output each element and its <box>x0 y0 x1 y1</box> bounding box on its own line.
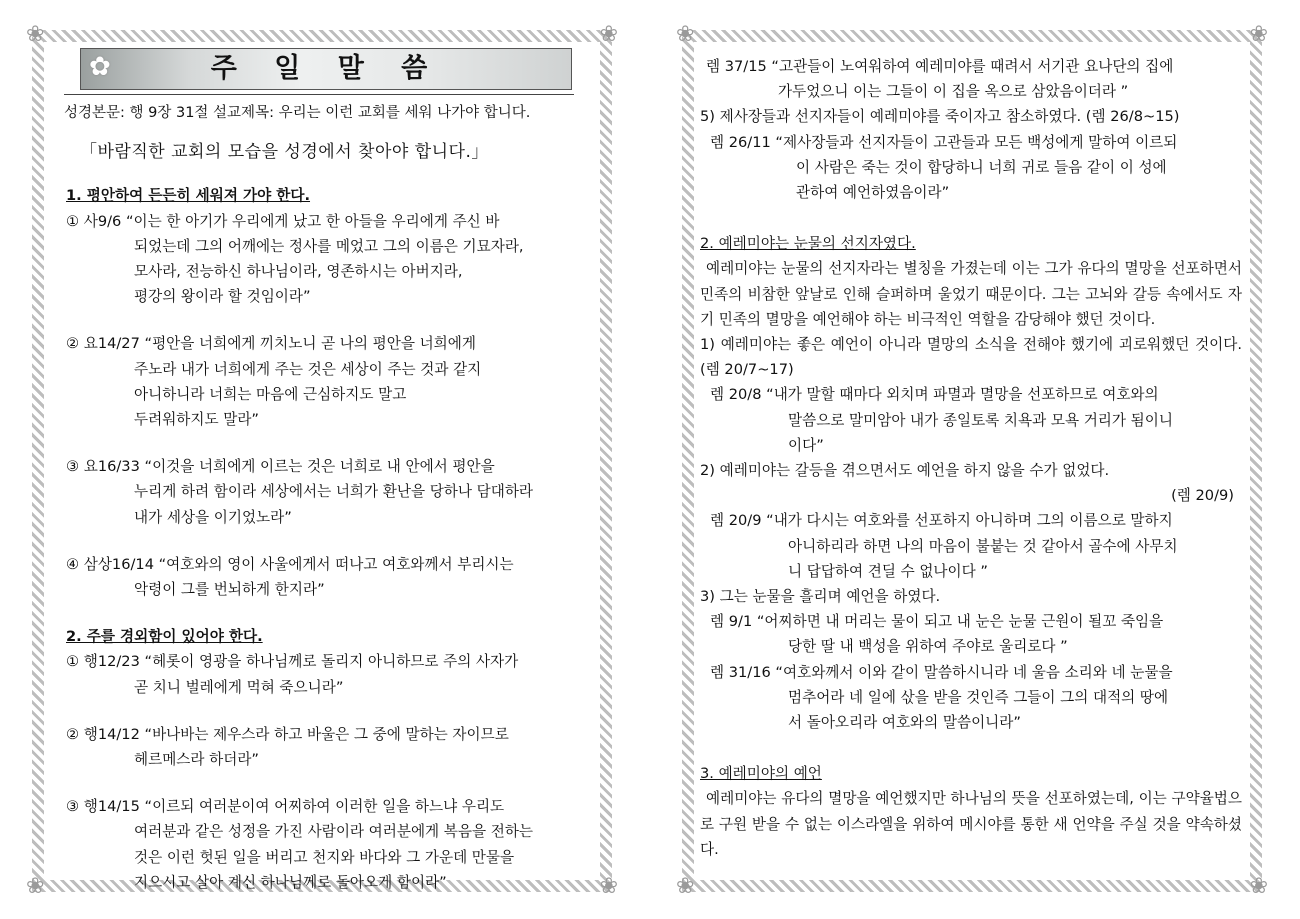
verse-item <box>66 649 594 699</box>
verse-line: 누리게 하려 함이라 세상에서는 너희가 환난을 당하나 담대하라 <box>134 483 534 501</box>
verse-line: 렘 26/11 “제사장들과 선지자들이 고관들과 모든 백성에게 말하여 이르되 <box>710 133 1178 151</box>
verse-line: 말씀으로 말미암아 내가 종일토록 치욕과 모욕 거리가 됨이니 <box>788 411 1173 429</box>
verse-line: 서 돌아오리라 여호와의 말씀이니라” <box>788 714 1021 732</box>
section-heading: 2. 주를 경외함이 있어야 한다. <box>66 628 263 646</box>
verse-line: ① 사9/6 “이는 한 아기가 우리에게 났고 한 아들을 우리에게 주신 바 <box>66 212 500 230</box>
flower-ornament: ❀ <box>676 874 695 899</box>
flower-ornament: ❀ <box>1249 874 1268 899</box>
right-page <box>676 22 1268 899</box>
verse-line: 이다” <box>788 436 824 454</box>
verse-item <box>66 722 594 772</box>
left-page <box>26 22 618 899</box>
verse-line: 곧 치니 벌레에게 먹혀 죽으니라” <box>134 678 344 696</box>
verse-line: 가두었으니 이는 그들이 이 집을 옥으로 삼았음이더라 ” <box>778 83 1129 101</box>
verse-line: 아니하리라 하면 나의 마음이 불붙는 것 같아서 골수에 사무치 <box>788 537 1178 555</box>
verse-line: 주노라 내가 너희에게 주는 것은 세상이 주는 것과 같지 <box>134 360 482 378</box>
verse-line: 것은 이런 헛된 일을 버리고 천지와 바다와 그 가운데 만물을 <box>134 848 515 866</box>
verse-line: 렘 9/1 “어찌하면 내 머리는 물이 되고 내 눈은 눈물 근원이 될꼬 죽임을 <box>710 613 1164 631</box>
page-title: 주 일 말 씀 <box>210 53 442 85</box>
verse-line: 렘 20/8 “내가 말할 때마다 외치며 파멸과 멸망을 선포하므로 여호와의 <box>710 386 1159 404</box>
verse-line: ③ 요16/33 “이것을 너희에게 이르는 것은 너희로 내 안에서 평안을 <box>66 458 495 476</box>
verse-item <box>66 454 594 530</box>
sermon-info: 성경본문: 행 9장 31절 설교제목: 우리는 이런 교회를 세워 나가야 합니다. <box>64 105 531 121</box>
verse-line: 두려워하지도 말라” <box>134 411 259 429</box>
daisy-icon: ✿ <box>89 52 111 82</box>
verse-line: 지으시고 살아 계신 하나님께로 돌아오게 함이라” <box>134 873 447 891</box>
verse-line: 렘 37/15 “고관들이 노여워하여 예레미야를 때려서 서기관 요나단의 집에 <box>706 58 1174 75</box>
sub-point: 2) 예레미야는 갈등을 겪으면서도 예언을 하지 않을 수가 없었다. <box>700 462 1110 480</box>
section-heading: 1. 평안하여 든든히 세워져 가야 한다. <box>66 187 311 205</box>
paragraph: 예레미야는 눈물의 선지자라는 별칭을 가졌는데 이는 그가 유다의 멸망을 선포하면서 민족의 비참한 앞날로 인해 슬퍼하며 울었기 때문이다. 그는 고뇌와 갈등 속에서도 자기 민족의 멸망을 예언해야 하는 비극적인 역할을 감당해야 했던 것이다. <box>700 260 1242 328</box>
verse-item <box>66 552 594 602</box>
right-content <box>700 54 1242 880</box>
verse-line: 멈추어라 네 일에 삯을 받을 것인즉 그들이 그의 대적의 땅에 <box>788 688 1169 706</box>
divider <box>64 94 574 95</box>
flower-ornament: ❀ <box>26 874 45 899</box>
verse-reference: (렘 20/9) <box>1171 487 1234 505</box>
flower-ornament: ❀ <box>1249 22 1268 47</box>
sub-point: 3) 그는 눈물을 흘리며 예언을 하였다. <box>700 588 941 606</box>
verse-line: ① 행12/23 “헤롯이 영광을 하나님께로 돌리지 아니하므로 주의 사자가 <box>66 653 519 671</box>
verse-line: 렘 31/16 “여호와께서 이와 같이 말씀하시니라 네 울음 소리와 네 눈물을 <box>710 663 1173 681</box>
verse-line: 악령이 그를 번뇌하게 한지라” <box>134 581 325 599</box>
verse-line: 평강의 왕이라 할 것임이라” <box>134 288 311 306</box>
verse-item <box>66 331 594 432</box>
verse-line: 되었는데 그의 어깨에는 정사를 메었고 그의 이름은 기묘자라, <box>134 237 524 255</box>
title-banner <box>80 48 572 90</box>
verse-line: 내가 세상을 이기었노라” <box>134 508 292 526</box>
verse-line: 여러분과 같은 성정을 가진 사람이라 여러분에게 복음을 전하는 <box>134 823 534 841</box>
verse-line: 아니하니라 너희는 마음에 근심하지도 말고 <box>134 385 407 403</box>
verse-line: ② 요14/27 “평안을 너희에게 끼치노니 곧 나의 평안을 너희에게 <box>66 335 476 353</box>
left-content <box>54 48 594 891</box>
verse-line: 이 사람은 죽는 것이 합당하니 너희 귀로 들음 같이 이 성에 <box>796 158 1167 176</box>
verse-line: ③ 행14/15 “이르되 여러분이여 어찌하여 이러한 일을 하느냐 우리도 <box>66 798 505 816</box>
section-heading: 2. 예레미야는 눈물의 선지자였다. <box>700 235 916 253</box>
sermon-quote: 「바람직한 교회의 모습을 성경에서 찾아야 합니다.」 <box>80 142 489 163</box>
verse-line: 관하여 예언하였음이라” <box>796 184 950 202</box>
flower-ornament: ❀ <box>599 22 618 47</box>
sub-point: 1) 예레미야는 좋은 예언이 아니라 멸망의 소식을 전해야 했기에 괴로워했던 것이다. (렘 20/7~17) <box>700 336 1242 379</box>
sub-point: 5) 제사장들과 선지자들이 예레미야를 죽이자고 참소하였다. (렘 26/8~15) <box>700 108 1180 126</box>
verse-line: 렘 20/9 “내가 다시는 여호와를 선포하지 아니하며 그의 이름으로 말하지 <box>710 512 1173 530</box>
flower-ornament: ❀ <box>26 22 45 47</box>
section-heading: 3. 예레미야의 예언 <box>700 765 822 783</box>
verse-line: 헤르메스라 하더라” <box>134 751 259 769</box>
verse-line: ② 행14/12 “바나바는 제우스라 하고 바울은 그 중에 말하는 자이므로 <box>66 725 509 743</box>
verse-item <box>66 209 594 310</box>
verse-line: 니 답답하여 견딜 수 없나이다 ” <box>788 562 988 580</box>
paragraph: 예레미야는 유다의 멸망을 예언했지만 하나님의 뜻을 선포하였는데, 이는 구약율법으로 구원 받을 수 없는 이스라엘을 위하여 메시야를 통한 새 언약을 주실 것을 약속하셨다. <box>700 790 1242 858</box>
flower-ornament: ❀ <box>599 874 618 899</box>
verse-item <box>66 794 594 895</box>
verse-line: 당한 딸 내 백성을 위하여 주야로 울리로다 ” <box>788 638 1068 656</box>
verse-line: 모사라, 전능하신 하나님이라, 영존하시는 아버지라, <box>134 263 463 281</box>
flower-ornament: ❀ <box>676 22 695 47</box>
verse-line: ④ 삼상16/14 “여호와의 영이 사울에게서 떠나고 여호와께서 부리시는 <box>66 555 514 573</box>
